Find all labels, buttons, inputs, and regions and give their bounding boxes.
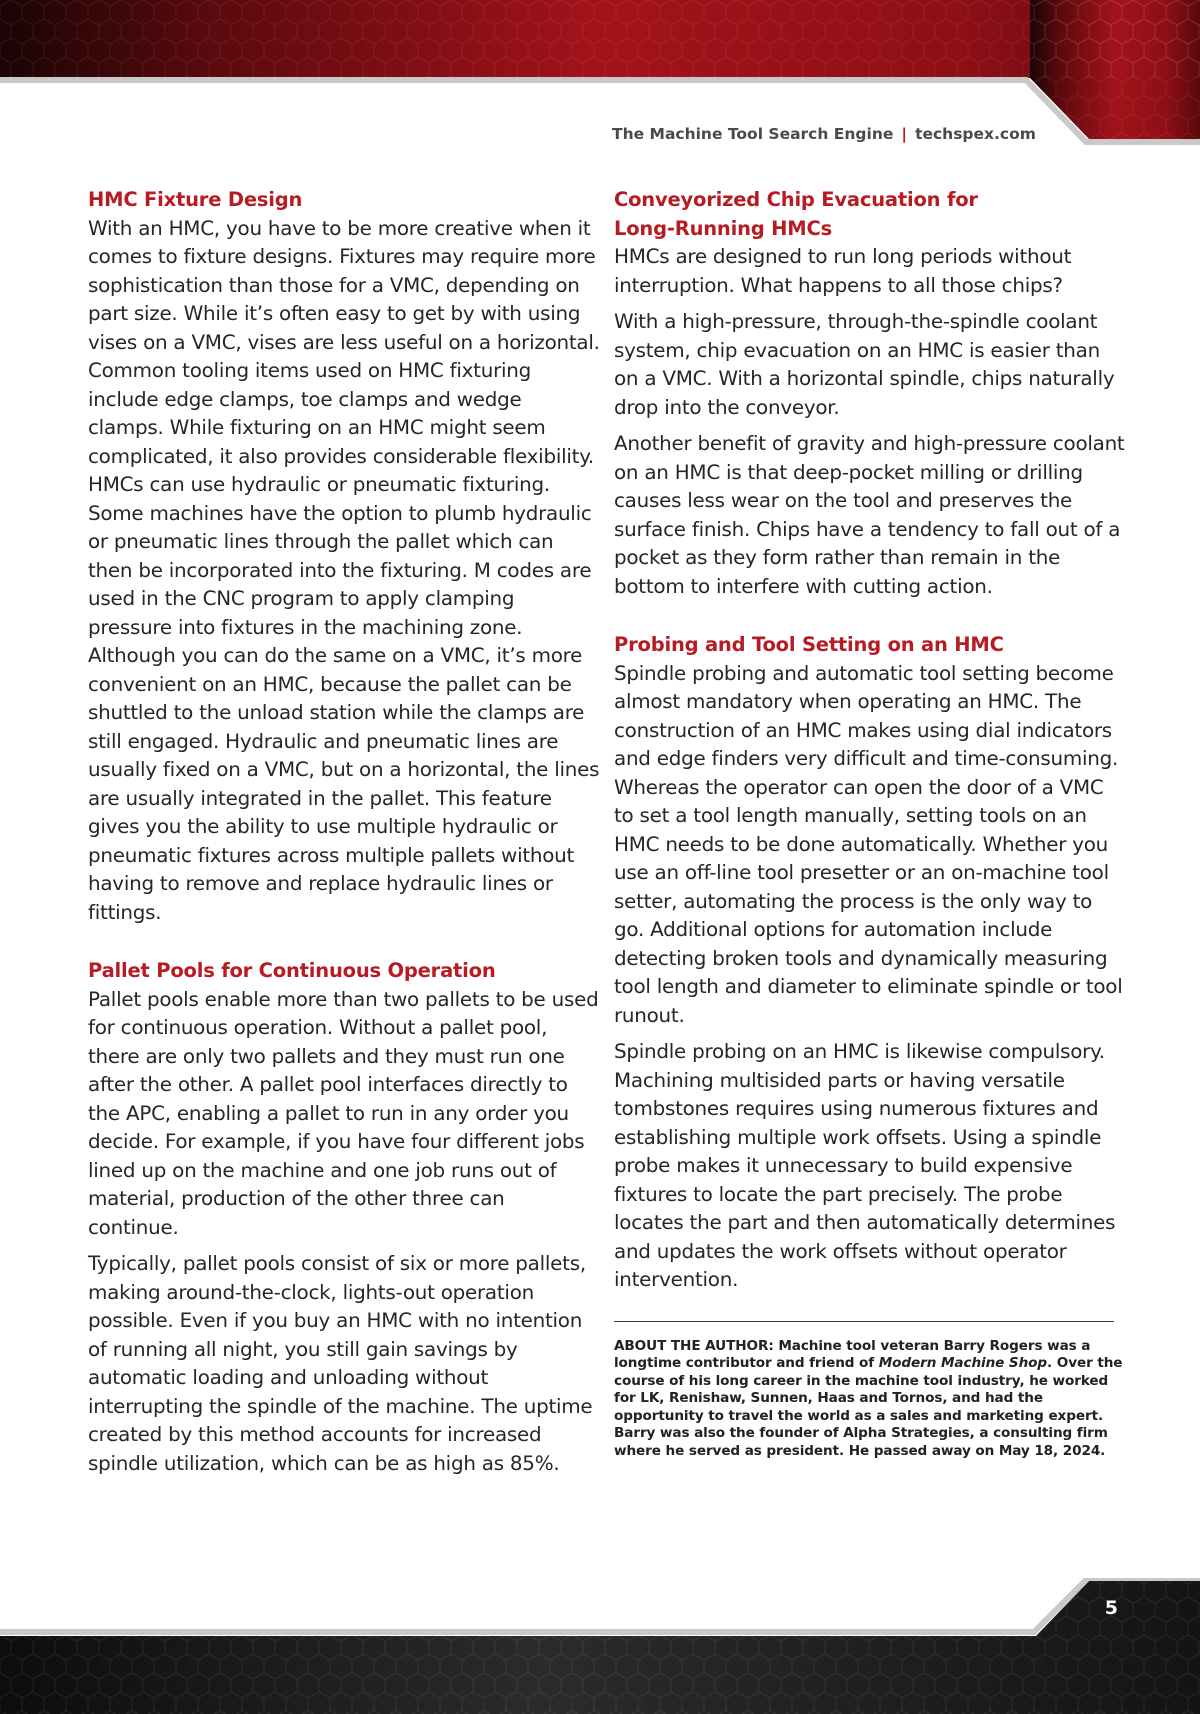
paragraph-pallet-pools-1: Pallet pools enable more than two pallets to be used for continuous operation. Without a pallet pool, there are only two pallets and they must run one after the other. A pallet pool interfaces directly to the APC, enabling a pallet to run in any order you decide. For example, if you have four different jobs lined up on the machine and one job runs out of material, production of the other three can continue. bbox=[88, 987, 599, 1239]
author-text-2: . Over the course of his long career in the machine tool industry, he worked for LK, Renishaw, Sunnen, Haas and Tornos, and had the opportunity to travel the world as a sales and marketing expert. Barry was also the founder of Alpha Strategies, a consulting firm where he served as president. He passed away on May 18, 2024. bbox=[614, 1355, 1123, 1459]
right-column bbox=[614, 186, 1126, 1460]
header-tagline bbox=[612, 125, 1092, 143]
paragraph-chip-evacuation-3: Another benefit of gravity and high-pressure coolant on an HMC is that deep-pocket milling or drilling causes less wear on the tool and preserves the surface finish. Chips have a tendency to fall out of a pocket as they form rather than remain in the bottom to interfere with cutting action. bbox=[614, 432, 1125, 598]
paragraph-chip-evacuation-2: With a high-pressure, through-the-spindle coolant system, chip evacuation on an HMC is easier than on a VMC. With a horizontal spindle, chips naturally drop into the conveyor. bbox=[614, 310, 1115, 419]
section-heading-fixture-design: HMC Fixture Design bbox=[88, 188, 303, 211]
footer-dark-hex-band bbox=[0, 1578, 1200, 1714]
paragraph-fixture-design: With an HMC, you have to be more creative when it comes to fixture designs. Fixtures may require more sophistication than those for a VMC, depending on part size. While it’s often easy to get by with using vises on a VMC, vises are less useful on a horizontal. Common tooling items used on HMC fixturing include edge clamps, toe clamps and wedge clamps. While fixturing on an HMC might seem complicated, it also provides considerable flexibility. HMCs can use hydraulic or pneumatic fixturing. Some machines have the option to plumb hydraulic or pneumatic lines through the pallet which can then be incorporated into the fixturing. M codes are used in the CNC program to apply clamping pressure into fixtures in the machining zone. Although you can do the same on a VMC, it’s more convenient on an HMC, because the pallet can be shuttled to the unload station while the clamps are still engaged. Hydraulic and pneumatic lines are usually fixed on a VMC, but on a horizontal, the lines are usually integrated in the pallet. This feature gives you the ability to use multiple hydraulic or pneumatic fixtures across multiple pallets without having to remove and replace hydraulic lines or fittings. bbox=[88, 216, 600, 924]
left-column bbox=[88, 186, 600, 1486]
page-number: 5 bbox=[1104, 1597, 1118, 1619]
paragraph-pallet-pools-2: Typically, pallet pools consist of six or more pallets, making around-the-clock, lights-out operation possible. Even if you buy an HMC with no intention of running all night, you still gain savings by automatic loading and unloading without interrupting the spindle of the machine. The uptime created by this method accounts for increased spindle utilization, which can be as high as 85%. bbox=[88, 1252, 593, 1475]
section-heading-chip-evacuation bbox=[614, 186, 1126, 243]
heading-line-2: Long-Running HMCs bbox=[614, 216, 832, 240]
author-publication: Modern Machine Shop bbox=[878, 1355, 1048, 1371]
tagline-text: The Machine Tool Search Engine bbox=[612, 125, 894, 143]
tagline-separator: | bbox=[901, 125, 908, 143]
section-heading-pallet-pools: Pallet Pools for Continuous Operation bbox=[88, 959, 496, 982]
author-text-1: ABOUT THE AUTHOR: Machine tool veteran Barry Rogers was a longtime contributor and friend of bbox=[614, 1337, 1091, 1371]
paragraph-probing-1: Spindle probing and automatic tool setting become almost mandatory when operating an HMC. The construction of an HMC makes using dial indicators and edge finders very difficult and time-consuming. Whereas the operator can open the door of a VMC to set a tool length manually, setting tools on an HMC needs to be done automatically. Whether you use an off-line tool presetter or an on-machine tool setter, automating the process is the only way to go. Additional options for automation include detecting broken tools and dynamically measuring tool length and diameter to eliminate spindle or tool runout. bbox=[614, 661, 1123, 1027]
paragraph-probing-2: Spindle probing on an HMC is likewise compulsory. Machining multisided parts or having versatile tombstones requires using numerous fixtures and establishing multiple work offsets. Using a spindle probe makes it unnecessary to build expensive fixtures to locate the part precisely. The probe locates the part and then automatically determines and updates the work offsets without operator intervention. bbox=[614, 1040, 1116, 1291]
heading-line-1: Conveyorized Chip Evacuation for bbox=[614, 188, 978, 211]
footer-banner bbox=[0, 1578, 1200, 1714]
author-divider bbox=[614, 1321, 1114, 1322]
about-the-author bbox=[614, 1338, 1126, 1461]
section-heading-probing: Probing and Tool Setting on an HMC bbox=[614, 633, 1004, 656]
paragraph-chip-evacuation-1: HMCs are designed to run long periods without interruption. What happens to all those chips? bbox=[614, 245, 1072, 297]
site-url: techspex.com bbox=[915, 125, 1036, 143]
